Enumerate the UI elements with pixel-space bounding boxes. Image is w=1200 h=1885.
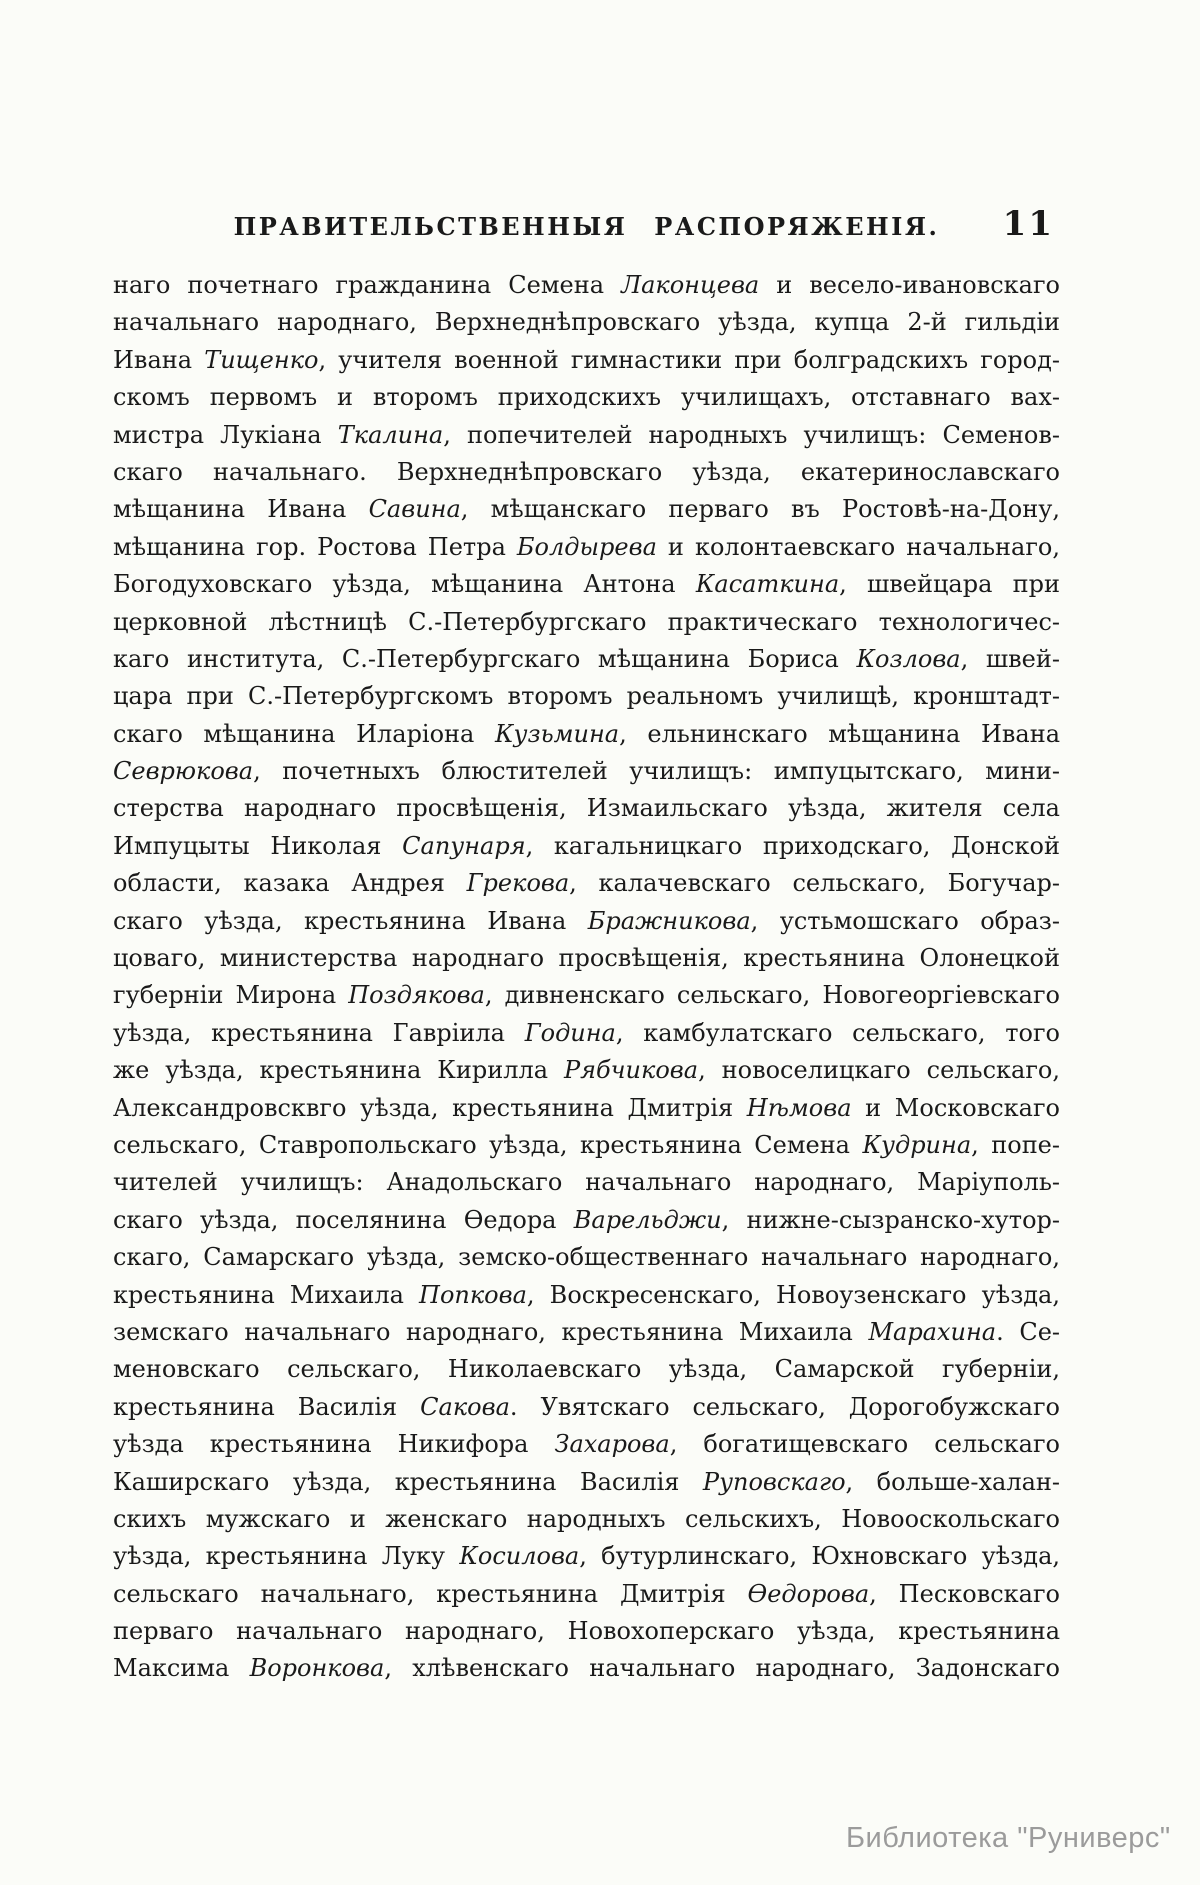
person-name-italic: Попкова — [419, 1280, 527, 1309]
text-segment: земскаго начальнаго народнаго, крестьянина Михаила — [113, 1317, 869, 1346]
text-line — [113, 641, 1060, 678]
person-name-italic: Лаконцева — [621, 271, 760, 299]
text-segment: , Воскресенскаго, Новоузенскаго уѣзда, — [526, 1280, 1060, 1309]
text-line — [113, 1538, 1060, 1575]
text-line — [113, 342, 1060, 379]
text-segment: , Песковскаго — [869, 1579, 1060, 1608]
text-segment: скаго, Самарскаго уѣзда, земско-общественнаго начальнаго народнаго, — [113, 1243, 1060, 1272]
text-segment: Максима — [113, 1654, 250, 1683]
text-segment: Богодуховскаго уѣзда, мѣщанина Антона — [113, 570, 696, 599]
text-segment: , швейцара при — [839, 570, 1060, 599]
text-segment: стерства народнаго просвѣщенія, Измаильскаго уѣзда, жителя села — [113, 794, 1060, 823]
text-segment: скаго мѣщанина Иларіона — [113, 719, 495, 748]
text-segment: чителей училищъ: Анадольскаго начальнаго народнаго, Маріуполь- — [113, 1168, 1060, 1197]
text-line — [113, 267, 1060, 304]
text-segment: . Се- — [996, 1317, 1061, 1346]
person-name-italic: Козлова — [856, 644, 961, 673]
text-line — [113, 1202, 1060, 1239]
text-segment: губерніи Мирона — [113, 981, 349, 1010]
person-name-italic: Сапунаря — [402, 831, 526, 860]
text-line — [113, 790, 1060, 827]
text-segment: , дивненскаго сельскаго, Новогеоргіевскаго — [484, 981, 1060, 1010]
text-segment: и весело-ивановскаго — [759, 271, 1061, 299]
text-segment: наго почетнаго гражданина Семена — [113, 271, 622, 299]
text-line — [113, 828, 1060, 865]
text-segment: церковной лѣстницѣ С.-Петербургскаго практическаго технологичес- — [113, 607, 1060, 636]
text-segment: , бутурлинскаго, Юхновскаго уѣзда, — [579, 1542, 1061, 1571]
text-segment: , швей- — [960, 644, 1060, 673]
text-segment: же уѣзда, крестьянина Кирилла — [113, 1056, 564, 1085]
person-name-italic: Тищенко — [204, 345, 319, 374]
text-segment: скихъ мужскаго и женскаго народныхъ сельскихъ, Новооскольскаго — [113, 1504, 1060, 1533]
text-segment: Ивана — [113, 345, 205, 374]
text-segment: , камбулатскаго сельскаго, того — [615, 1018, 1060, 1047]
body-text — [113, 267, 1060, 1688]
text-segment: скаго начальнаго. Верхнеднѣпровскаго уѣзда, екатеринославскаго — [113, 457, 1060, 486]
text-segment: меновскаго сельскаго, Николаевскаго уѣзда, Самарской губерніи, — [113, 1355, 1060, 1384]
text-line — [113, 1090, 1060, 1127]
text-segment: области, казака Андрея — [113, 869, 467, 898]
text-segment: скомъ первомъ и второмъ приходскихъ училищахъ, отставнаго вах- — [113, 383, 1060, 412]
text-segment: сельскаго, Ставропольскаго уѣзда, крестьянина Семена — [113, 1130, 863, 1159]
text-segment: скаго уѣзда, крестьянина Ивана — [113, 906, 588, 935]
person-name-italic: Воронкова — [249, 1654, 385, 1683]
person-name-italic: Сакова — [420, 1392, 510, 1421]
text-segment: , устьмошскаго образ- — [750, 906, 1060, 935]
page-number: 11 — [1002, 204, 1054, 244]
text-segment: , хлѣвенскаго начальнаго народнаго, Задонскаго — [384, 1654, 1060, 1683]
text-segment: , ельнинскаго мѣщанина Ивана — [619, 719, 1061, 748]
text-line — [113, 1015, 1060, 1052]
watermark-library-runivers: Библиотека "Руниверс" — [846, 1822, 1171, 1854]
text-line — [113, 1164, 1060, 1201]
text-segment: , калачевскаго сельскаго, Богучар- — [569, 869, 1060, 898]
person-name-italic: Косилова — [459, 1542, 580, 1571]
person-name-italic: Ткалина — [337, 420, 444, 449]
text-line — [113, 491, 1060, 528]
text-segment: , богатищевскаго сельскаго — [669, 1430, 1060, 1459]
text-segment: уѣзда крестьянина Никифора — [113, 1430, 555, 1459]
text-line — [113, 566, 1060, 603]
text-line — [113, 1650, 1060, 1687]
person-name-italic: Нѣмова — [746, 1093, 852, 1122]
text-segment: Александровсквго уѣзда, крестьянина Дмитрія — [113, 1093, 747, 1122]
text-segment: скаго уѣзда, поселянина Ѳедора — [113, 1205, 574, 1234]
person-name-italic: Ѳедорова — [747, 1579, 870, 1608]
person-name-italic: Бражникова — [587, 906, 751, 935]
running-header: ПРАВИТЕЛЬСТВЕННЫЯ РАСПОРЯЖЕНІЯ. — [233, 212, 940, 241]
text-segment: , попечителей народныхъ училищъ: Семенов- — [443, 420, 1060, 449]
text-line — [113, 1239, 1060, 1276]
text-segment: , учителя военной гимнастики при болградскихъ город- — [318, 345, 1060, 374]
text-line — [113, 454, 1060, 491]
text-segment: , кагальницкаго приходскаго, Донской — [525, 831, 1060, 860]
person-name-italic: Захарова — [554, 1430, 670, 1459]
text-segment: . Увятскаго сельскаго, Дорогобужскаго — [509, 1392, 1061, 1421]
person-name-italic: Кузьмина — [494, 719, 620, 748]
text-segment: цара при С.-Петербургскомъ второмъ реальномъ училищѣ, кронштадт- — [113, 682, 1060, 711]
text-segment: , больше-халан- — [845, 1467, 1060, 1496]
person-name-italic: Болдырева — [516, 532, 657, 561]
person-name-italic: Грекова — [466, 869, 570, 898]
text-segment: , почетныхъ блюстителей училищъ: импуцытскаго, мини- — [253, 757, 1060, 786]
person-name-italic: Рябчикова — [563, 1056, 699, 1085]
text-segment: уѣзда, крестьянина Луку — [113, 1542, 460, 1571]
text-segment: и Московскаго — [851, 1093, 1060, 1122]
text-segment: , нижне-сызранско-хутор- — [721, 1205, 1060, 1234]
text-line — [113, 940, 1060, 977]
person-name-italic: Савина — [368, 495, 461, 524]
text-line — [113, 379, 1060, 416]
text-line — [113, 304, 1060, 341]
text-line — [113, 1464, 1060, 1501]
text-segment: крестьянина Михаила — [113, 1280, 420, 1309]
text-line — [113, 604, 1060, 641]
text-segment: мистра Лукіана — [113, 420, 338, 449]
text-line — [113, 977, 1060, 1014]
text-line — [113, 1127, 1060, 1164]
text-segment: каго института, С.-Петербургскаго мѣщанина Бориса — [113, 644, 857, 673]
text-segment: , попе- — [971, 1130, 1060, 1159]
text-line — [113, 1426, 1060, 1463]
person-name-italic: Година — [524, 1018, 616, 1047]
text-segment: уѣзда, крестьянина Гавріила — [113, 1018, 525, 1047]
person-name-italic: Руповскаго — [702, 1467, 846, 1496]
text-line — [113, 1351, 1060, 1388]
text-line — [113, 716, 1060, 753]
person-name-italic: Варельджи — [573, 1205, 722, 1234]
text-segment: , мѣщанскаго перваго въ Ростовѣ-на-Дону, — [460, 495, 1060, 524]
text-line — [113, 865, 1060, 902]
text-segment: Импуцыты Николая — [113, 831, 403, 860]
text-segment: цоваго, министерства народнаго просвѣщенія, крестьянина Олонецкой — [113, 944, 1060, 973]
text-line — [113, 417, 1060, 454]
text-line — [113, 1389, 1060, 1426]
text-segment: начальнаго народнаго, Верхнеднѣпровскаго уѣзда, купца 2-й гильдіи — [113, 308, 1060, 337]
text-line — [113, 1576, 1060, 1613]
person-name-italic: Касаткина — [695, 570, 840, 599]
text-line — [113, 529, 1060, 566]
text-line — [113, 678, 1060, 715]
text-segment: мѣщанина Ивана — [113, 495, 369, 524]
text-line — [113, 1613, 1060, 1650]
text-segment: сельскаго начальнаго, крестьянина Дмитрія — [113, 1579, 748, 1608]
text-segment: перваго начальнаго народнаго, Новохоперскаго уѣзда, крестьянина — [113, 1617, 1060, 1646]
person-name-italic: Кудрина — [862, 1130, 972, 1159]
text-segment: крестьянина Василія — [113, 1392, 421, 1421]
person-name-italic: Севрюкова — [113, 757, 254, 786]
text-line — [113, 903, 1060, 940]
text-line — [113, 1052, 1060, 1089]
text-line — [113, 1314, 1060, 1351]
text-line — [113, 1277, 1060, 1314]
text-segment: Каширскаго уѣзда, крестьянина Василія — [113, 1467, 703, 1496]
text-segment: мѣщанина гор. Ростова Петра — [113, 532, 517, 561]
text-line — [113, 1501, 1060, 1538]
text-line — [113, 753, 1060, 790]
person-name-italic: Марахина — [868, 1317, 997, 1346]
text-segment: и колонтаевскаго начальнаго, — [656, 532, 1060, 561]
person-name-italic: Поздякова — [348, 981, 485, 1010]
text-segment: , новоселицкаго сельскаго, — [698, 1056, 1060, 1085]
